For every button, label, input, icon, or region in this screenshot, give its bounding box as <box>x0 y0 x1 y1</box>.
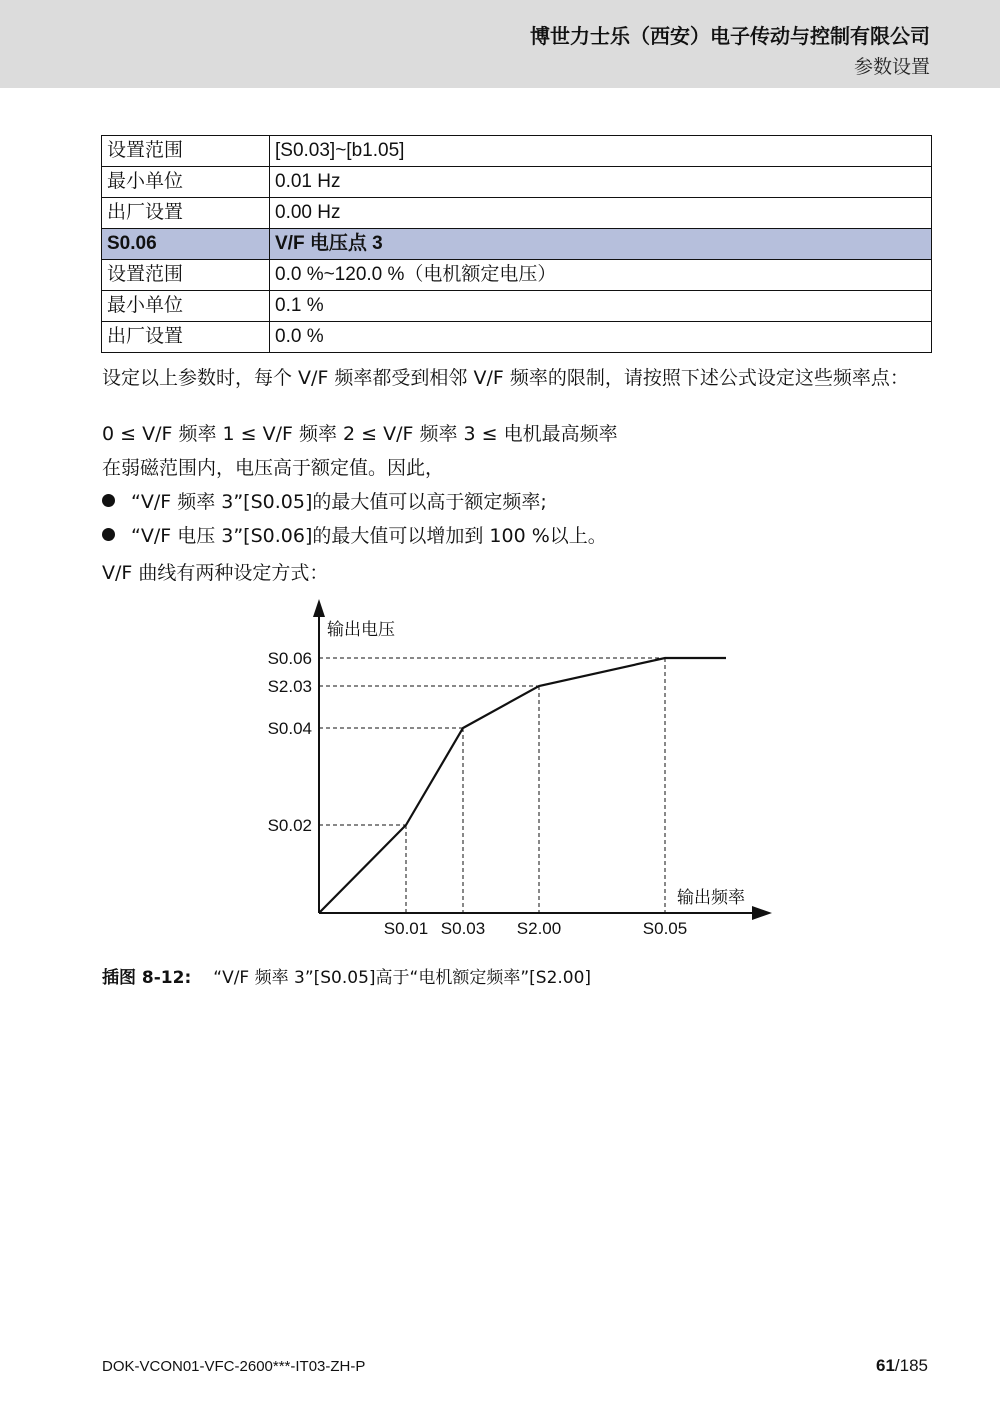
page-number <box>876 1356 928 1376</box>
param-value-cell: 0.0 %~120.0 %（电机额定电压） <box>270 260 932 291</box>
weak-field-paragraph: 在弱磁范围内，电压高于额定值。因此， <box>102 457 445 479</box>
param-label-cell: 最小单位 <box>102 167 270 198</box>
caption-label: 插图 8-12: <box>102 968 192 988</box>
param-value-cell: V/F 电压点 3 <box>270 229 932 260</box>
current-page: 61 <box>875 1356 895 1375</box>
bullet-icon <box>102 494 115 507</box>
curve-intro-paragraph: V/F 曲线有两种设定方式： <box>102 562 329 584</box>
bullet-icon <box>102 528 115 541</box>
y-tick-label: S2.03 <box>267 677 312 696</box>
param-label-cell: 出厂设置 <box>102 198 270 229</box>
table-row <box>102 291 932 322</box>
bullet-item-1 <box>102 490 547 515</box>
company-name: 博世力士乐（西安）电子传动与控制有限公司 <box>530 24 930 48</box>
total-pages: /185 <box>894 1356 928 1375</box>
param-label-cell: 设置范围 <box>102 136 270 167</box>
param-label-cell: S0.06 <box>102 229 270 260</box>
x-tick-label: S2.00 <box>516 919 562 938</box>
x-tick-label: S0.05 <box>642 919 688 938</box>
caption-text: “V/F 频率 3”[S0.05]高于“电机额定频率”[S2.00] <box>213 968 592 988</box>
param-value-cell: 0.01 Hz <box>270 167 932 198</box>
table-row <box>102 260 932 291</box>
bullet-text-2: “V/F 电压 3”[S0.06]的最大值可以增加到 100 %以上。 <box>131 525 607 547</box>
page-header <box>0 0 1000 88</box>
x-tick-label: S0.03 <box>440 919 486 938</box>
table-row <box>102 167 932 198</box>
y-tick-label: S0.06 <box>267 649 312 668</box>
table-row <box>102 322 932 353</box>
x-axis-label: 输出频率 <box>677 888 745 907</box>
y-axis-label: 输出电压 <box>327 620 395 639</box>
parameter-table <box>101 135 932 353</box>
y-tick-label: S0.02 <box>267 816 312 835</box>
x-axis-arrow-icon <box>752 906 772 920</box>
x-tick-label: S0.01 <box>383 919 429 938</box>
section-title: 参数设置 <box>853 56 930 78</box>
figure-caption <box>102 963 591 988</box>
param-label-cell: 出厂设置 <box>102 322 270 353</box>
y-tick-label: S0.04 <box>267 719 312 738</box>
table-row <box>102 198 932 229</box>
param-value-cell: 0.00 Hz <box>270 198 932 229</box>
document-id: DOK-VCON01-VFC-2600***-IT03-ZH-P <box>102 1358 366 1375</box>
param-label-cell: 设置范围 <box>102 260 270 291</box>
param-label-cell: 最小单位 <box>102 291 270 322</box>
table-row <box>102 136 932 167</box>
formula-line: 0 ≤ V/F 频率 1 ≤ V/F 频率 2 ≤ V/F 频率 3 ≤ 电机最高频率 <box>102 423 618 445</box>
vf-curve-line <box>319 658 726 913</box>
table-row <box>102 229 932 260</box>
param-value-cell: [S0.03]~[b1.05] <box>270 136 932 167</box>
y-axis-arrow-icon <box>313 599 325 617</box>
bullet-text-1: “V/F 频率 3”[S0.05]的最大值可以高于额定频率; <box>131 491 547 513</box>
bullet-item-2 <box>102 524 607 549</box>
param-value-cell: 0.0 % <box>270 322 932 353</box>
intro-paragraph: 设定以上参数时，每个 V/F 频率都受到相邻 V/F 频率的限制，请按照下述公式设定这些频率点： <box>102 367 909 389</box>
param-value-cell: 0.1 % <box>270 291 932 322</box>
